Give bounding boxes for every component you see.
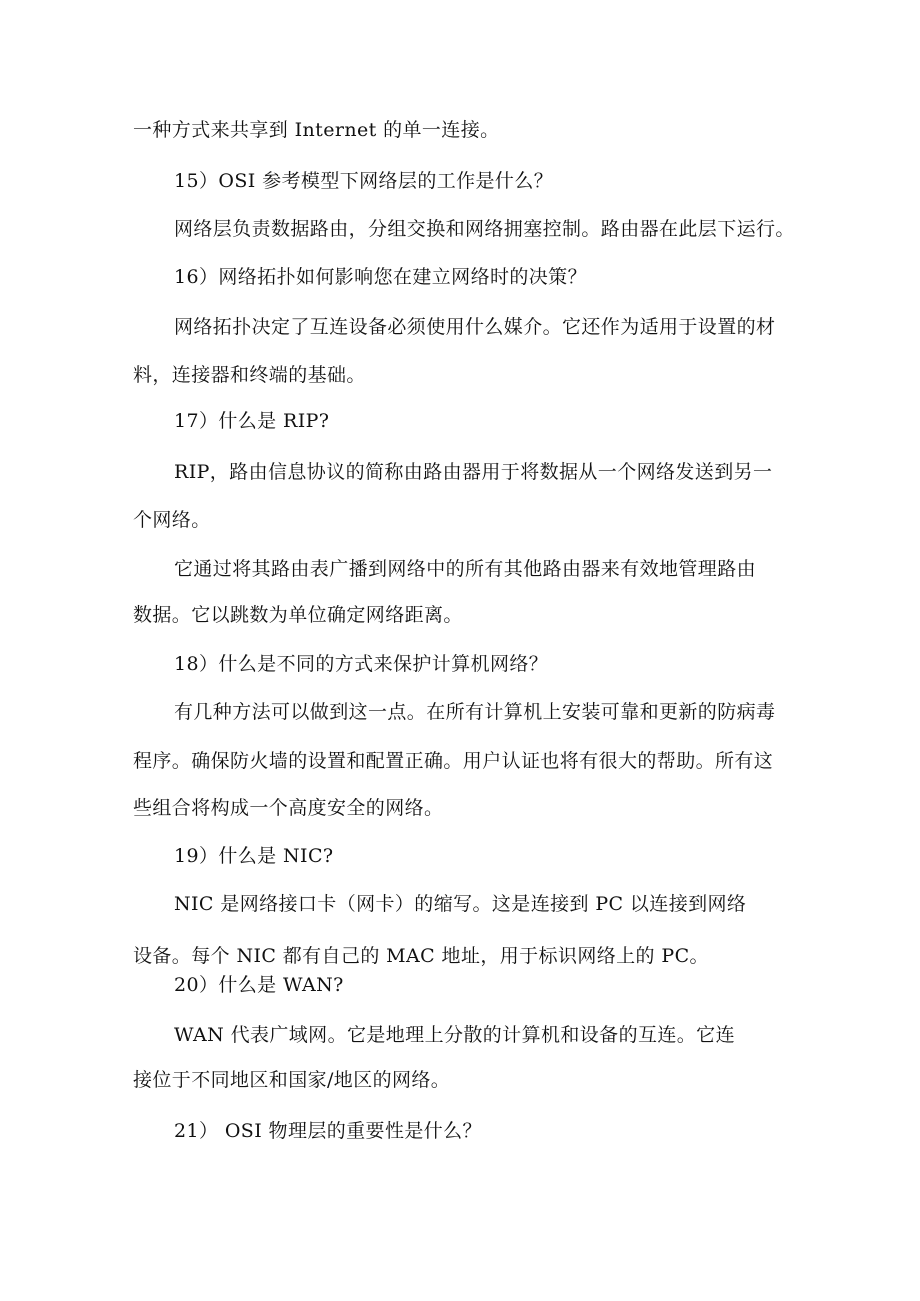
paragraph-line: 接位于不同地区和国家/地区的网络。 bbox=[133, 1069, 451, 1091]
paragraph-line: 些组合将构成一个高度安全的网络。 bbox=[133, 797, 444, 819]
paragraph-line: WAN 代表广域网。它是地理上分散的计算机和设备的互连。它连 bbox=[174, 1024, 735, 1046]
paragraph-line: 它通过将其路由表广播到网络中的所有其他路由器来有效地管理路由 bbox=[174, 558, 757, 580]
paragraph-line: 一种方式来共享到 Internet 的单一连接。 bbox=[133, 119, 500, 141]
question-heading: 17）什么是 RIP? bbox=[174, 410, 330, 432]
paragraph-line: 网络层负责数据路由，分组交换和网络拥塞控制。路由器在此层下运行。 bbox=[174, 218, 795, 240]
question-heading: 16）网络拓扑如何影响您在建立网络时的决策？ bbox=[174, 266, 587, 288]
paragraph-line: NIC 是网络接口卡（网卡）的缩写。这是连接到 PC 以连接到网络 bbox=[174, 893, 747, 915]
paragraph-line: 个网络。 bbox=[133, 509, 211, 531]
paragraph-line: 有几种方法可以做到这一点。在所有计算机上安装可靠和更新的防病毒 bbox=[174, 701, 776, 723]
paragraph-line: 料，连接器和终端的基础。 bbox=[133, 364, 366, 386]
paragraph-line: 程序。确保防火墙的设置和配置正确。用户认证也将有很大的帮助。所有这 bbox=[133, 750, 774, 772]
question-heading: 18）什么是不同的方式来保护计算机网络？ bbox=[174, 653, 549, 675]
question-heading: 21） OSI 物理层的重要性是什么？ bbox=[174, 1120, 482, 1142]
paragraph-line: RIP，路由信息协议的简称由路由器用于将数据从一个网络发送到另一 bbox=[174, 461, 773, 483]
question-heading: 19）什么是 NIC? bbox=[174, 845, 334, 867]
paragraph-line: 设备。每个 NIC 都有自己的 MAC 地址，用于标识网络上的 PC。 bbox=[133, 945, 709, 967]
paragraph-line: 网络拓扑决定了互连设备必须使用什么媒介。它还作为适用于设置的材 bbox=[174, 316, 776, 338]
paragraph-line: 数据。它以跳数为单位确定网络距离。 bbox=[133, 604, 463, 626]
question-heading: 20）什么是 WAN? bbox=[174, 974, 344, 996]
question-heading: 15）OSI 参考模型下网络层的工作是什么？ bbox=[174, 170, 554, 192]
